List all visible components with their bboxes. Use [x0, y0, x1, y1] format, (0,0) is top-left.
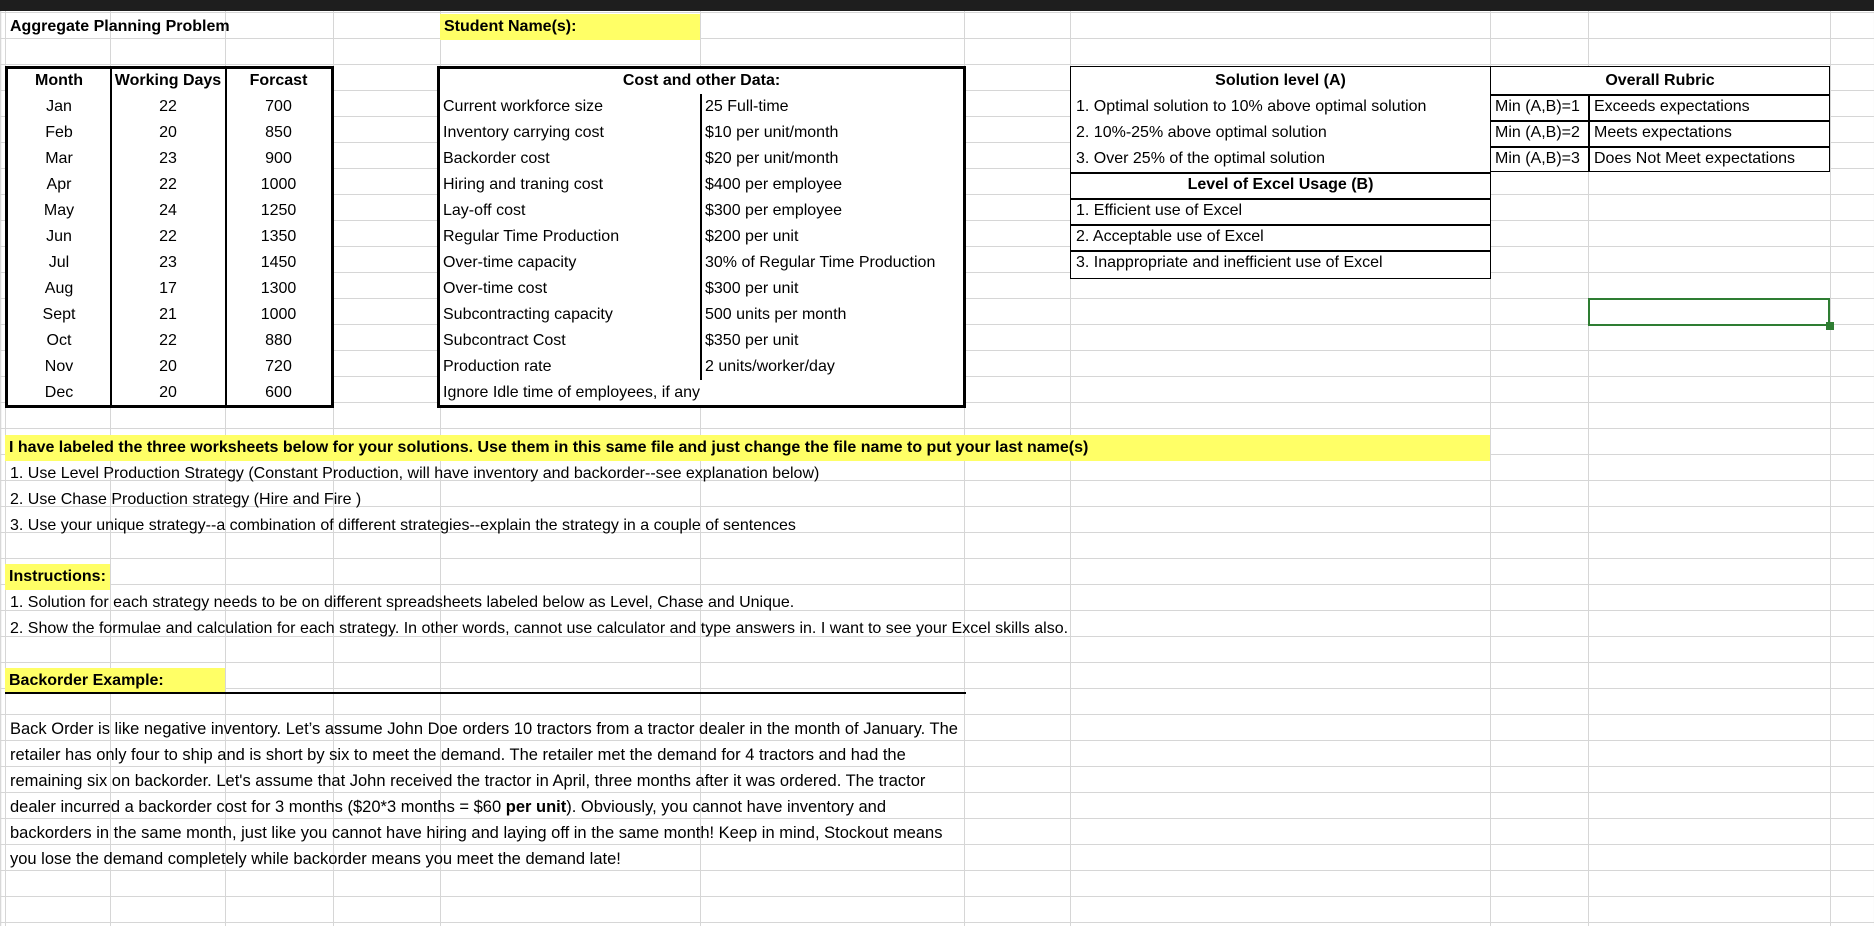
cost-table-header: Cost and other Data: — [622, 72, 781, 89]
demand-cell: Jun — [46, 228, 72, 245]
demand-cell: Jan — [46, 98, 72, 115]
demand-cell: 20 — [159, 358, 177, 375]
cost-value: $350 per unit — [705, 332, 799, 349]
cost-label: Over-time cost — [443, 280, 548, 297]
demand-cell: 1350 — [260, 228, 297, 245]
cost-label: Over-time capacity — [443, 254, 577, 271]
student-name-label: Student Name(s): — [440, 14, 700, 40]
cost-label: Production rate — [443, 358, 552, 375]
rubric-min-3: Min (A,B)=3 — [1495, 150, 1580, 167]
demand-cell: Nov — [44, 358, 74, 375]
cost-value: $400 per employee — [705, 176, 842, 193]
demand-cell: Jul — [48, 254, 70, 271]
cost-label: Subcontracting capacity — [443, 306, 613, 323]
header-month: Month — [35, 72, 83, 89]
instructions-label: Instructions: — [5, 564, 110, 590]
cost-value: $300 per unit — [705, 280, 799, 297]
demand-cell: 1000 — [260, 176, 297, 193]
demand-cell: 22 — [159, 176, 177, 193]
cost-label: Current workforce size — [443, 98, 604, 115]
solution-level-item: 1. Optimal solution to 10% above optimal solution — [1076, 98, 1427, 115]
demand-cell: 22 — [159, 98, 177, 115]
cost-value: $200 per unit — [705, 228, 799, 245]
solution-level-header: Solution level (A) — [1215, 72, 1346, 89]
cost-value: 2 units/worker/day — [705, 358, 835, 375]
top-bar — [0, 0, 1874, 11]
strategy-chase: 2. Use Chase Production strategy (Hire and Fire ) — [10, 491, 362, 508]
demand-cell: 1000 — [260, 306, 297, 323]
demand-cell: 23 — [159, 150, 177, 167]
rubric-result-2: Meets expectations — [1594, 124, 1732, 141]
cost-label: Lay-off cost — [443, 202, 526, 219]
cost-label: Hiring and traning cost — [443, 176, 604, 193]
demand-cell: 900 — [265, 150, 292, 167]
demand-cell: Aug — [44, 280, 74, 297]
backorder-explanation — [10, 716, 965, 872]
cost-label: Inventory carrying cost — [443, 124, 604, 141]
demand-cell: 720 — [265, 358, 292, 375]
cost-value: 25 Full-time — [705, 98, 789, 115]
selected-cell[interactable] — [1588, 298, 1830, 326]
excel-usage-header: Level of Excel Usage (B) — [1187, 176, 1374, 193]
demand-cell: 17 — [159, 280, 177, 297]
header-working-days: Working Days — [114, 72, 222, 89]
demand-cell: 700 — [265, 98, 292, 115]
demand-cell: 24 — [159, 202, 177, 219]
demand-cell: 23 — [159, 254, 177, 271]
demand-cell: 20 — [159, 384, 177, 401]
cost-label: Subcontract Cost — [443, 332, 566, 349]
instruction-item: 1. Solution for each strategy needs to be on different spreadsheets labeled below as Level, Chase and Unique. — [10, 594, 795, 611]
sheet-title: Aggregate Planning Problem — [10, 18, 230, 35]
worksheets-note: I have labeled the three worksheets below for your solutions. Use them in this same file and just change the file name to put your last name(s) — [5, 435, 1490, 461]
rubric-header: Overall Rubric — [1605, 72, 1715, 89]
header-forecast: Forcast — [249, 72, 308, 89]
backorder-text-part: ). Obviously, you cannot have inventory and backorders in the same month, just like you cannot have hiring and laying off in the same month! Keep in mind, Stockout means you lose the demand completely while backorder means you meet the demand late! — [10, 798, 943, 868]
demand-cell: Mar — [45, 150, 73, 167]
strategy-unique: 3. Use your unique strategy--a combination of different strategies--explain the strategy in a couple of sentences — [10, 517, 796, 534]
demand-cell: Apr — [46, 176, 72, 193]
cost-value: $300 per employee — [705, 202, 842, 219]
demand-cell: Feb — [45, 124, 73, 141]
cost-value: 30% of Regular Time Production — [705, 254, 936, 271]
cost-label: Regular Time Production — [443, 228, 620, 245]
cost-value: 500 units per month — [705, 306, 847, 323]
strategy-level: 1. Use Level Production Strategy (Constant Production, will have inventory and backorder--see explanation below) — [10, 465, 820, 482]
demand-cell: 1300 — [260, 280, 297, 297]
demand-cell: 880 — [265, 332, 292, 349]
demand-cell: 1450 — [260, 254, 297, 271]
rubric-result-1: Exceeds expectations — [1594, 98, 1750, 115]
demand-cell: 22 — [159, 228, 177, 245]
fill-handle[interactable] — [1826, 322, 1834, 330]
demand-cell: 21 — [159, 306, 177, 323]
demand-cell: 850 — [265, 124, 292, 141]
cost-label: Backorder cost — [443, 150, 550, 167]
excel-usage-item: 3. Inappropriate and inefficient use of Excel — [1076, 254, 1383, 271]
demand-cell: 1250 — [260, 202, 297, 219]
solution-level-item: 2. 10%-25% above optimal solution — [1076, 124, 1327, 141]
demand-cell: Dec — [44, 384, 74, 401]
backorder-underline — [5, 692, 966, 694]
cost-value: $10 per unit/month — [705, 124, 839, 141]
demand-cell: Sept — [42, 306, 76, 323]
demand-cell: May — [43, 202, 75, 219]
excel-usage-item: 1. Efficient use of Excel — [1076, 202, 1243, 219]
demand-cell: 600 — [265, 384, 292, 401]
solution-level-item: 3. Over 25% of the optimal solution — [1076, 150, 1326, 167]
demand-cell: 20 — [159, 124, 177, 141]
rubric-min-2: Min (A,B)=2 — [1495, 124, 1580, 141]
cost-table-divider — [700, 94, 702, 380]
rubric-min-1: Min (A,B)=1 — [1495, 98, 1580, 115]
demand-cell: Oct — [46, 332, 72, 349]
backorder-text-part: Back Order is like negative inventory. Let’s assume John Doe orders 10 tractors from a tractor dealer in the month of January. The retailer has only four to ship and is short by six to meet the demand. The retailer met the demand for 4 tractors and had the remaining six on backorder. Let's assume that John received the tractor in April, three months after it was ordered. The tractor dealer incurred a backorder cost for 3 months ($20*3 months = $60 — [10, 720, 958, 816]
cost-value: $20 per unit/month — [705, 150, 839, 167]
rubric-result-3: Does Not Meet expectations — [1594, 150, 1795, 167]
backorder-label: Backorder Example: — [5, 668, 225, 694]
column-line — [1830, 11, 1831, 926]
instruction-item: 2. Show the formulae and calculation for each strategy. In other words, cannot use calculator and type answers in. I want to see your Excel skills also. — [10, 620, 1069, 637]
demand-cell: 22 — [159, 332, 177, 349]
rubric-column-divider — [1588, 94, 1590, 172]
excel-usage-item: 2. Acceptable use of Excel — [1076, 228, 1264, 245]
backorder-bold-text: per unit — [505, 798, 567, 816]
cost-table-footer: Ignore Idle time of employees, if any — [443, 384, 701, 401]
